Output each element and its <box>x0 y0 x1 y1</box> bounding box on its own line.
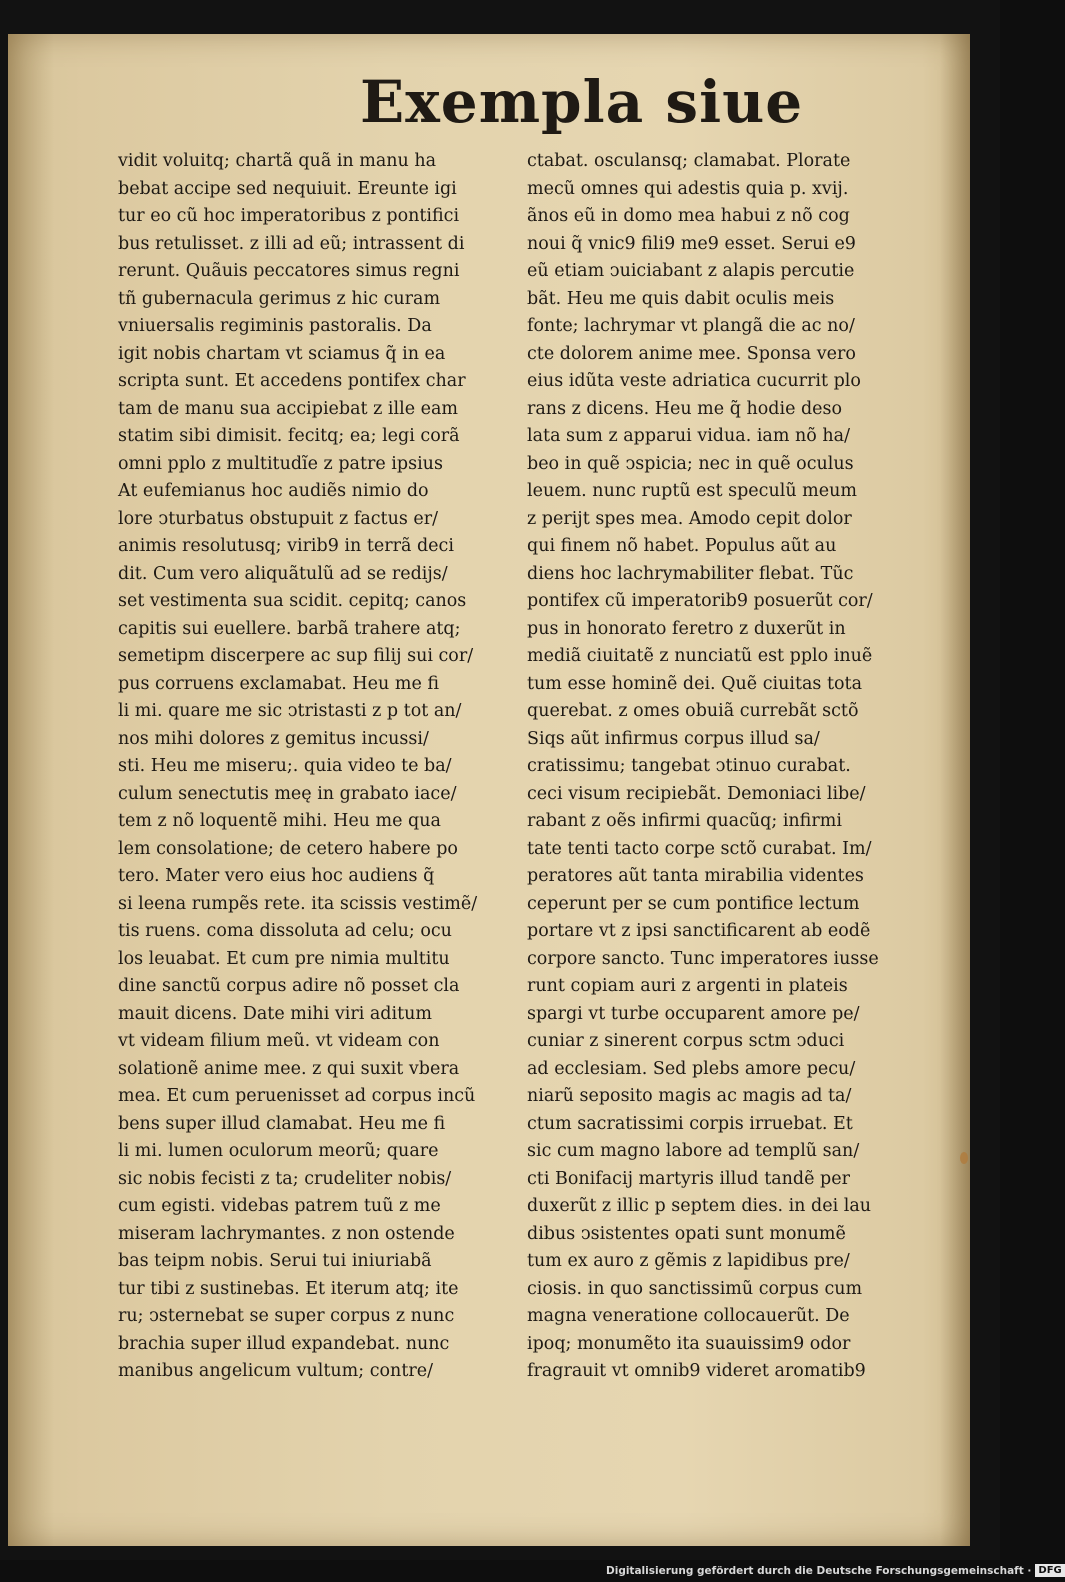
text-line: corpore sancto. Tunc imperatores iusse <box>527 948 879 969</box>
text-line: eius idũta veste adriatica cucurrit plo <box>527 371 861 391</box>
text-line: ciosis. in quo sanctissimũ corpus cum <box>527 1278 863 1299</box>
text-line: leuem. nunc ruptũ est speculũ meum <box>527 481 857 501</box>
text-line: bus retulisset. z illi ad eũ; intrassent di <box>118 233 465 254</box>
text-line: li mi. quare me sic ↄtristasti z p tot an/ <box>118 701 462 721</box>
text-line: ctabat. osculansq; clamabat. Plorate <box>527 151 851 171</box>
text-line: dit. Cum vero aliquãtulũ ad se redijs/ <box>118 563 448 584</box>
running-head: Exempla siue <box>360 68 804 136</box>
text-line: vniuersalis regiminis pastoralis. Da <box>118 316 432 336</box>
text-line: bãt. Heu me quis dabit oculis meis <box>527 288 835 309</box>
text-line: brachia super illud expandebat. nunc <box>118 1333 450 1354</box>
text-column-right <box>527 148 947 1386</box>
text-line: bens super illud clamabat. Heu me fi <box>118 1113 446 1134</box>
text-line: sic nobis fecisti z ta; crudeliter nobis/ <box>118 1168 452 1189</box>
text-line: miseram lachrymantes. z non ostende <box>118 1223 455 1244</box>
text-line: capitis sui euellere. barbã trahere atq; <box>118 618 461 639</box>
text-line: magna veneratione collocauerũt. De <box>527 1306 850 1326</box>
text-line: diens hoc lachrymabiliter flebat. Tũc <box>527 563 854 584</box>
text-line: tñ gubernacula gerimus z hic curam <box>118 288 441 309</box>
text-line: manibus angelicum vultum; contre/ <box>118 1361 433 1381</box>
text-line: sic cum magno labore ad templũ san/ <box>527 1141 860 1161</box>
text-line: pus corruens exclamabat. Heu me fi <box>118 673 440 694</box>
text-line: nos mihi dolores z gemitus incussi/ <box>118 728 429 749</box>
text-line: solationẽ anime mee. z qui suxit vbera <box>118 1058 460 1079</box>
text-line: culum senectutis meę in grabato iace/ <box>118 783 457 804</box>
digitization-credit <box>606 1562 1065 1580</box>
text-line: bebat accipe sed nequiuit. Ereunte igi <box>118 178 457 199</box>
credit-text: Digitalisierung gefördert durch die Deutsche Forschungsgemeinschaft · <box>606 1565 1032 1577</box>
text-line: runt copiam auri z argenti in plateis <box>527 976 848 996</box>
text-line: mauit dicens. Date mihi viri aditum <box>118 1003 433 1024</box>
text-line: ceperunt per se cum pontifice lectum <box>527 893 860 914</box>
text-line: animis resolutusq; virib9 in terrã deci <box>118 536 454 556</box>
text-line: cratissimu; tangebat ↄtinuo curabat. <box>527 756 851 776</box>
text-line: pus in honorato feretro z duxerũt in <box>527 618 846 639</box>
text-line: tum ex auro z gẽmis z lapidibus pre/ <box>527 1251 850 1271</box>
text-line: ru; ↄsternebat se super corpus z nunc <box>118 1306 455 1326</box>
text-line: noui q̃ vnic9 fili9 me9 esset. Serui e9 <box>527 233 856 254</box>
text-line: li mi. lumen oculorum meorũ; quare <box>118 1141 439 1161</box>
text-line: tam de manu sua accipiebat z ille eam <box>118 398 459 419</box>
text-line: querebat. z omes obuiã currebãt sctõ <box>527 701 859 721</box>
text-line: mediã ciuitatẽ z nunciatũ est pplo inuẽ <box>527 646 873 666</box>
text-line: Siqs aũt infirmus corpus illud sa/ <box>527 728 820 749</box>
text-line: scripta sunt. Et accedens pontifex char <box>118 371 466 391</box>
text-line: tur eo cũ hoc imperatoribus z pontifici <box>118 206 460 226</box>
text-line: sti. Heu me miseru;. quia video te ba/ <box>118 756 452 776</box>
text-line: lem consolatione; de cetero habere po <box>118 838 458 859</box>
text-line: cte dolorem anime mee. Sponsa vero <box>527 343 856 364</box>
text-line: lore ↄturbatus obstupuit z factus er/ <box>118 508 439 529</box>
text-line: igit nobis chartam vt sciamus q̃ in ea <box>118 343 446 364</box>
text-line: mea. Et cum peruenisset ad corpus incũ <box>118 1086 476 1106</box>
text-line: peratores aũt tanta mirabilia videntes <box>527 866 864 886</box>
text-line: eũ etiam ↄuiciabant z alapis percutie <box>527 261 855 281</box>
text-line: ãnos eũ in domo mea habui z nõ cog <box>527 206 850 226</box>
text-line: tem z nõ loquentẽ mihi. Heu me qua <box>118 811 441 831</box>
text-line: cuniar z sinerent corpus sctm ↄduci <box>527 1031 845 1051</box>
text-line: mecũ omnes qui adestis quia p. xvij. <box>527 178 849 199</box>
text-line: rabant z oẽs infirmi quacũq; infirmi <box>527 811 842 831</box>
text-line: rans z dicens. Heu me q̃ hodie deso <box>527 398 843 419</box>
text-line: spargi vt turbe occuparent amore pe/ <box>527 1003 860 1024</box>
text-line: statim sibi dimisit. fecitq; ea; legi corã <box>118 426 460 446</box>
paper-stain <box>960 1152 968 1164</box>
text-line: At eufemianus hoc audiẽs nimio do <box>118 481 429 501</box>
text-line: bas teipm nobis. Serui tui iniuriabã <box>118 1251 432 1271</box>
text-line: cum egisti. videbas patrem tuũ z me <box>118 1196 441 1216</box>
text-line: tur tibi z sustinebas. Et iterum atq; ite <box>118 1278 459 1299</box>
text-line: tero. Mater vero eius hoc audiens q̃ <box>118 866 435 886</box>
text-line: set vestimenta sua scidit. cepitq; canos <box>118 591 467 611</box>
text-line: vidit voluitq; chartã quã in manu ha <box>118 151 437 171</box>
text-line: ipoq; monumẽto ita suauissim9 odor <box>527 1333 851 1354</box>
text-line: los leuabat. Et cum pre nimia multitu <box>118 948 450 969</box>
text-line: vt videam filium meũ. vt videam con <box>118 1031 440 1051</box>
text-line: ad ecclesiam. Sed plebs amore pecu/ <box>527 1058 856 1079</box>
text-line: z perijt spes mea. Amodo cepit dolor <box>527 508 852 529</box>
text-line: duxerũt z illic p septem dies. in dei lau <box>527 1196 872 1216</box>
text-line: tis ruens. coma dissoluta ad celu; ocu <box>118 921 452 941</box>
text-line: cti Bonifacij martyris illud tandẽ per <box>527 1168 850 1189</box>
text-line: tum esse hominẽ dei. Quẽ ciuitas tota <box>527 673 863 694</box>
text-line: si leena rumpẽs rete. ita scissis vestimẽ/ <box>118 893 478 914</box>
text-line: beo in quẽ ↄspicia; nec in quẽ oculus <box>527 453 854 474</box>
text-line: dibus ↄsistentes opati sunt monumẽ <box>527 1223 846 1244</box>
text-line: dine sanctũ corpus adire nõ posset cla <box>118 976 460 996</box>
text-line: ctum sacratissimi corpis irruebat. Et <box>527 1113 853 1134</box>
text-column-left <box>118 148 538 1386</box>
text-line: ceci visum recipiebãt. Demoniaci libe/ <box>527 783 866 804</box>
text-line: fonte; lachrymar vt plangã die ac no/ <box>527 316 855 336</box>
text-line: tate tenti tacto corpe sctõ curabat. Im/ <box>527 838 872 859</box>
text-line: semetipm discerpere ac sup filij sui cor/ <box>118 646 474 666</box>
text-line: niarũ seposito magis ac magis ad ta/ <box>527 1086 852 1106</box>
text-line: portare vt z ipsi sanctificarent ab eodẽ <box>527 921 871 941</box>
page-gutter-shadow <box>8 34 54 1546</box>
text-line: lata sum z apparui vidua. iam nõ ha/ <box>527 426 850 446</box>
text-line: fragrauit vt omnib9 videret aromatib9 <box>527 1361 866 1381</box>
text-line: qui finem nõ habet. Populus aũt au <box>527 536 837 556</box>
dfg-logo: DFG <box>1035 1564 1064 1577</box>
text-line: omni pplo z multitudĩe z patre ipsius <box>118 453 443 474</box>
text-line: rerunt. Quãuis peccatores simus regni <box>118 261 460 281</box>
text-line: pontifex cũ imperatorib9 posuerũt cor/ <box>527 591 873 611</box>
